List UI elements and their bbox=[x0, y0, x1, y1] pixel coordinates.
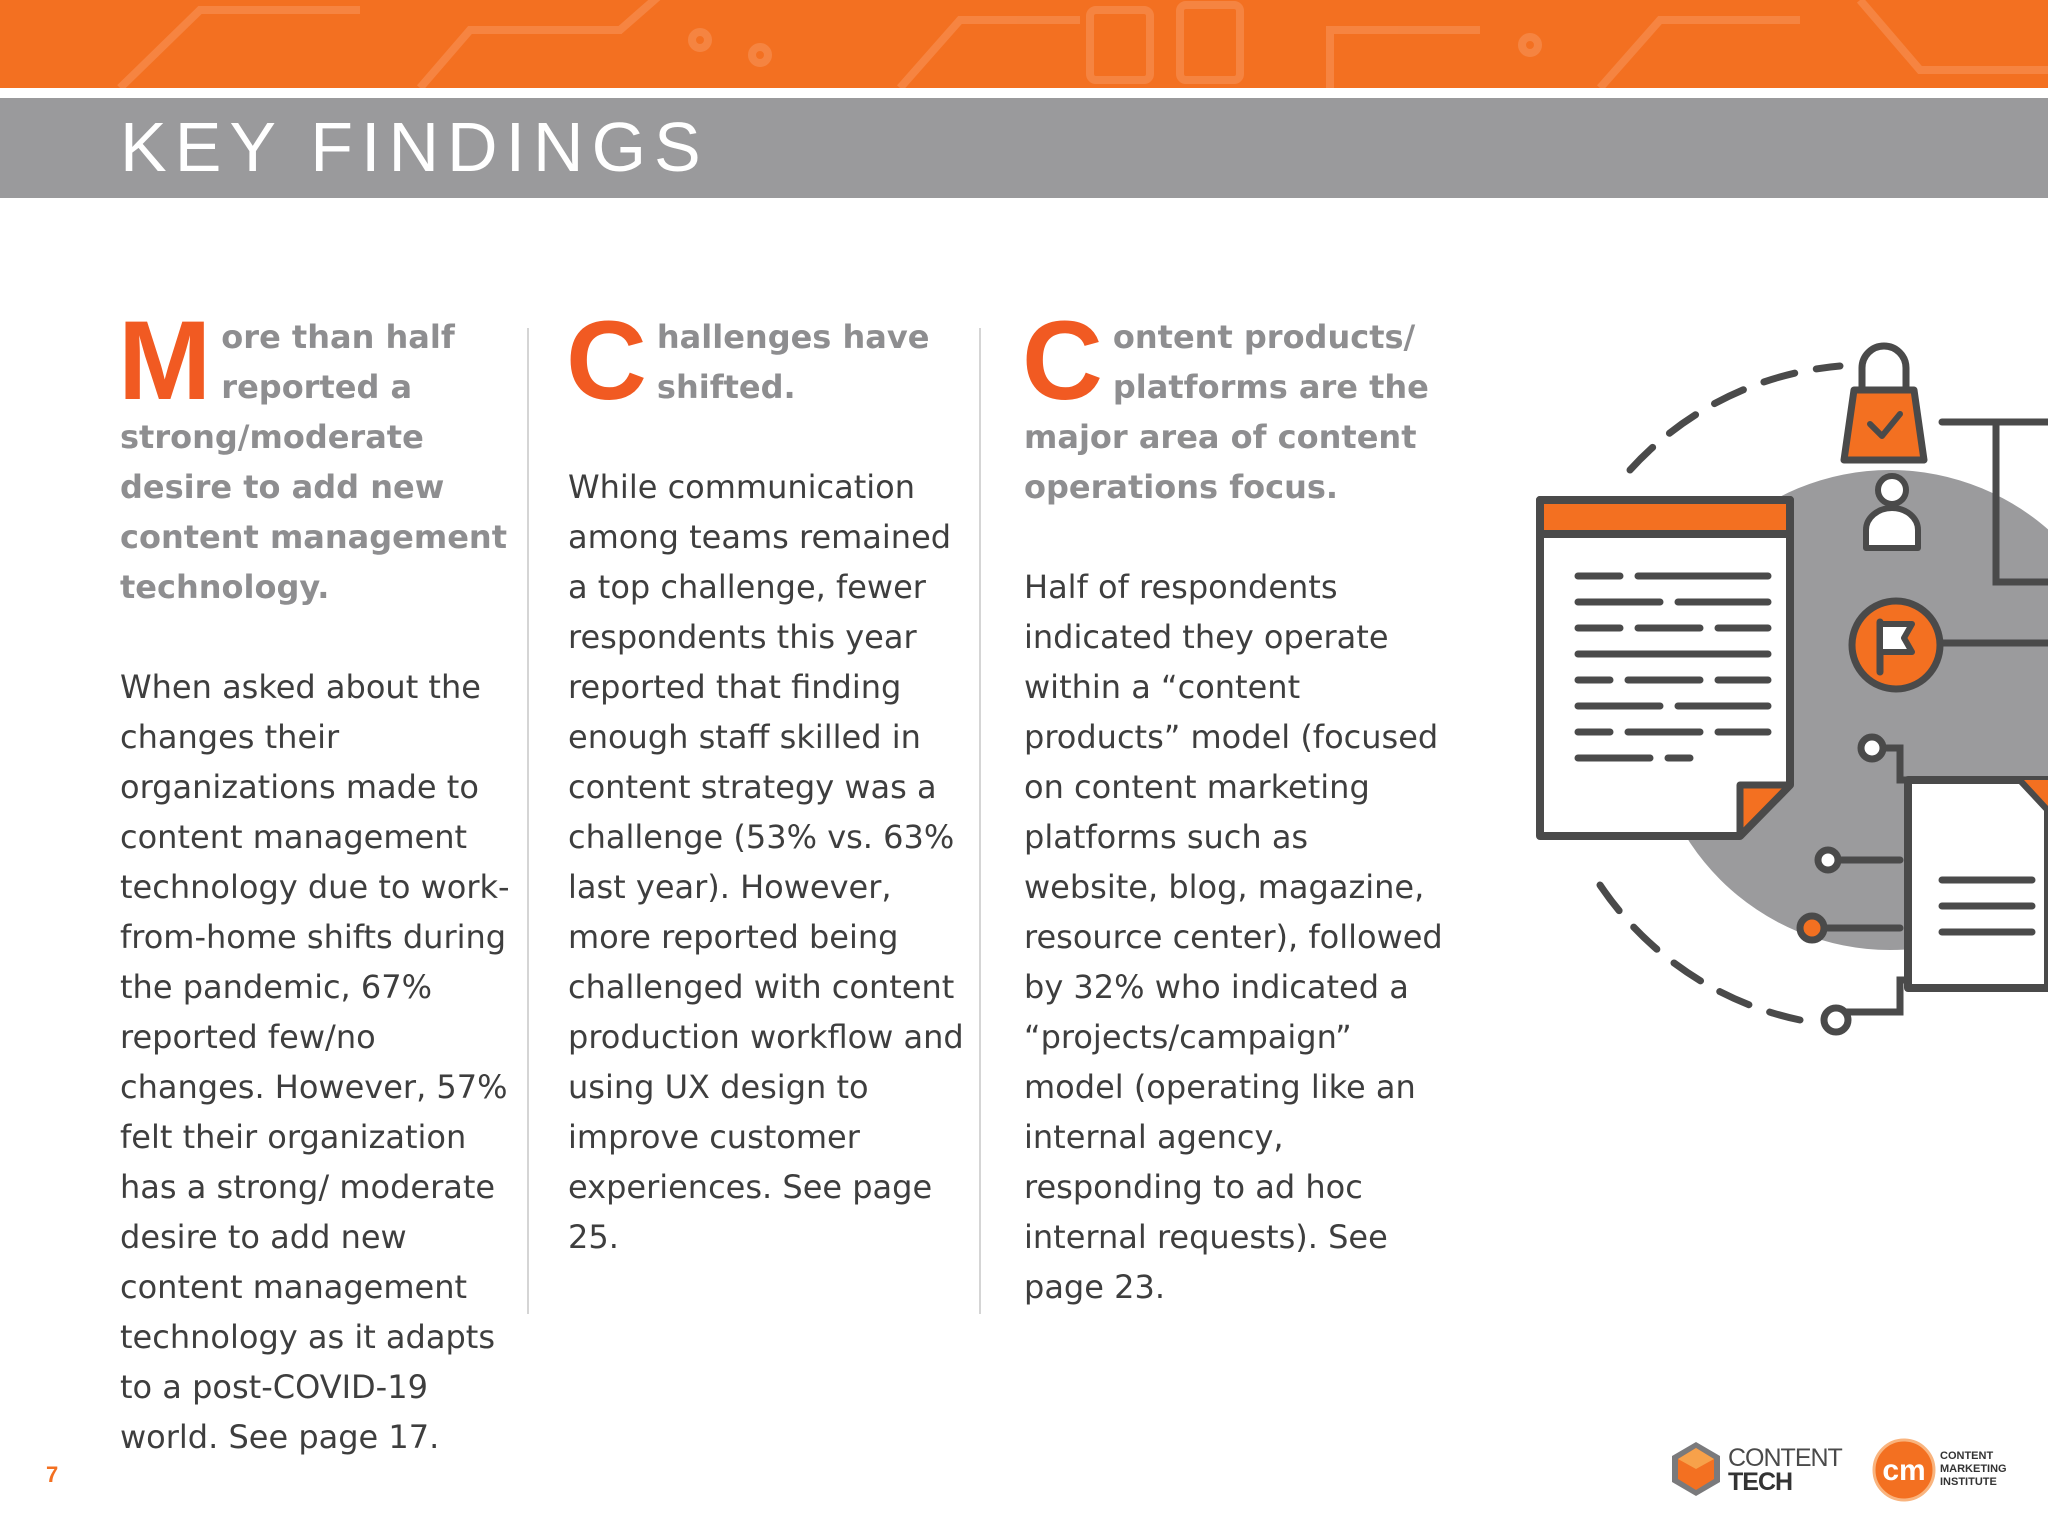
cmi-text-line3: INSTITUTE bbox=[1940, 1476, 1997, 1488]
flag-icon bbox=[1852, 601, 1940, 689]
finding-column-2 bbox=[566, 298, 978, 1262]
content-operations-illustration bbox=[1500, 340, 2048, 1060]
column-divider bbox=[979, 328, 981, 1314]
circuit-pattern bbox=[0, 0, 2048, 88]
shopping-bag-icon bbox=[1844, 346, 1924, 460]
finding-column-1 bbox=[118, 298, 525, 1462]
hexagon-logo-icon bbox=[1666, 1438, 1726, 1498]
cmi-text-line1: CONTENT bbox=[1940, 1450, 1994, 1462]
finding-heading-2 bbox=[566, 298, 978, 423]
dropcap-letter: M bbox=[118, 298, 212, 423]
finding-body-1: When asked about the changes their organizations made to content management technology due to work-from-home shifts during the pandemic, 67% reported few/no changes. However, 57% felt their organization has a strong/ moderate desire to add new content management technology as it adapts to a post-COVID-19 world. See page 17. bbox=[120, 668, 510, 1456]
cmi-text-line2: MARKETING bbox=[1940, 1463, 2007, 1475]
heading-text: hallenges have shifted. bbox=[656, 318, 930, 406]
dropcap-letter: C bbox=[1022, 298, 1103, 423]
dashed-arc-top bbox=[1630, 366, 1840, 470]
cmi-logo bbox=[1872, 1438, 2012, 1504]
finding-body-3: Half of respondents indicated they operate within a “content products” model (focused on content marketing platforms such as website, blog, magazine, resource center), followed by 32% who indicated a “projects/campaign” model (operating like an internal agency, responding to ad hoc internal requests). See page 23. bbox=[1024, 568, 1443, 1306]
finding-heading-1 bbox=[118, 298, 525, 612]
content-tech-logo bbox=[1666, 1438, 1846, 1498]
page-number: 7 bbox=[46, 1462, 59, 1487]
cmi-mark: cm bbox=[1882, 1454, 1926, 1487]
cmi-circle-logo-icon bbox=[1872, 1438, 1936, 1502]
heading-text: ontent products/ platforms are the major area of content operations focus. bbox=[1024, 318, 1429, 506]
finding-body-2: While communication among teams remained a top challenge, fewer respondents this year reported that finding enough staff skilled in content strategy was a challenge (53% vs. 63% last year). However, more reported being challenged with content production workflow and using UX design to improve customer experiences. See page 25. bbox=[568, 468, 964, 1256]
logo-text-line2: TECH bbox=[1728, 1468, 1793, 1496]
finding-column-3 bbox=[1022, 298, 1444, 1312]
top-decorative-band bbox=[0, 0, 2048, 88]
page-title: KEY FINDINGS bbox=[120, 108, 709, 186]
logo-text-line1: CONTENT bbox=[1728, 1444, 1842, 1472]
document-icon bbox=[1540, 500, 1790, 836]
file-icon bbox=[1908, 780, 2048, 988]
dropcap-letter: C bbox=[566, 298, 647, 423]
finding-heading-3 bbox=[1022, 298, 1444, 512]
column-divider bbox=[527, 328, 529, 1314]
heading-text: ore than half reported a strong/moderate desire to add new content management technology. bbox=[120, 318, 507, 606]
